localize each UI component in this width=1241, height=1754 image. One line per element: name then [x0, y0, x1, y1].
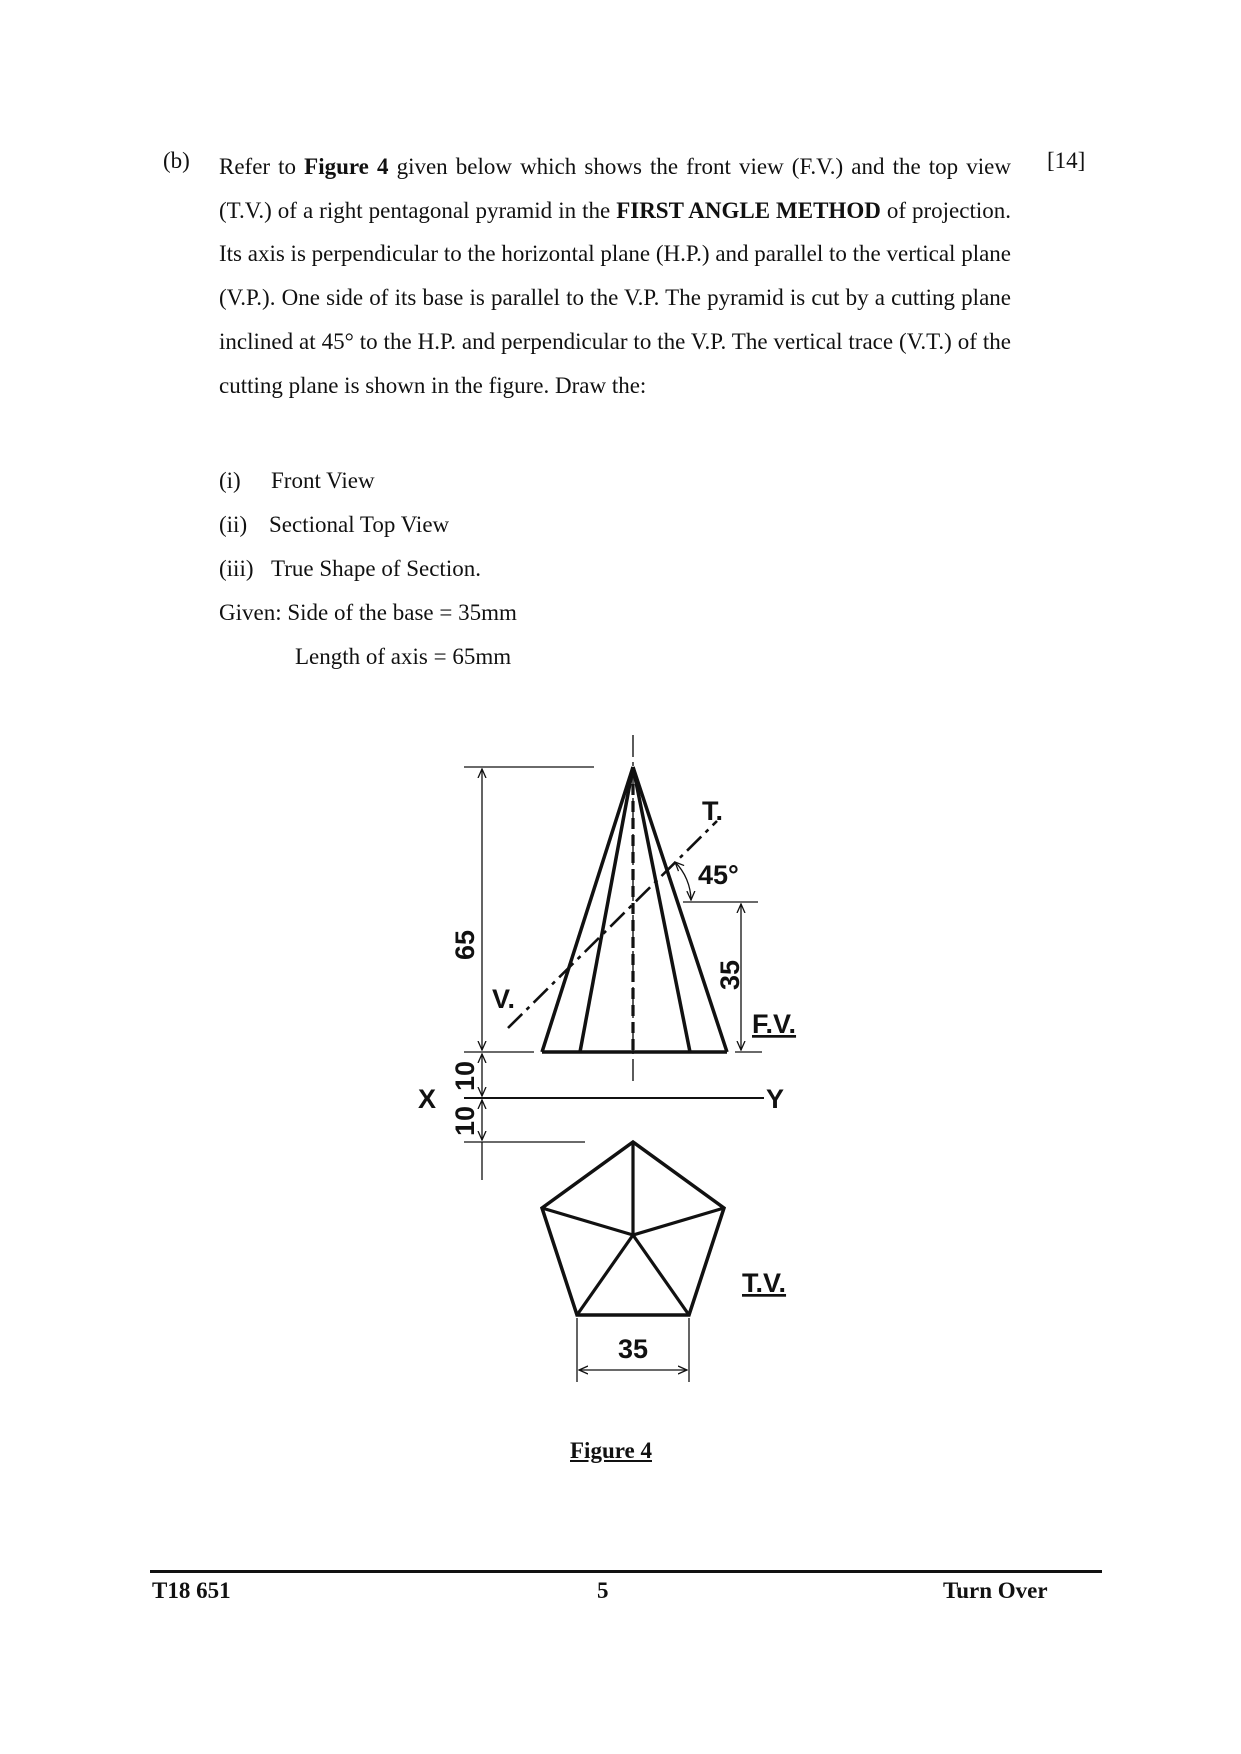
reference-line-xy [418, 1054, 784, 1180]
cutting-plane-vt [492, 796, 758, 1028]
tv-edge [542, 1208, 633, 1235]
question-marks: [14] [1047, 148, 1086, 173]
tv-edge [633, 1208, 724, 1235]
dimension-label: 35 [617, 1334, 649, 1364]
dimension-axis-65 [450, 767, 594, 1052]
task-number: (ii) [219, 512, 248, 537]
given-axis: Length of axis = 65mm [295, 644, 512, 669]
dimension-side-35 [577, 1318, 689, 1382]
footer-divider [150, 1570, 1102, 1573]
page-number: 5 [597, 1578, 609, 1603]
label-v: V. [492, 984, 516, 1014]
dimension-label-fv-gap: 10 [450, 1060, 480, 1092]
angle-label: 45° [698, 860, 739, 890]
projection-method: FIRST ANGLE METHOD [616, 197, 881, 223]
figure-caption: Figure 4 [570, 1438, 652, 1463]
label-t: T. [702, 796, 724, 826]
front-view [542, 735, 727, 1085]
task-text: Sectional Top View [269, 512, 450, 537]
task-number: (i) [219, 468, 241, 493]
dimension-cut-35 [715, 904, 796, 1052]
dimension-label: 35 [715, 959, 745, 991]
tv-edge [577, 1235, 633, 1315]
question-label: (b) [163, 148, 190, 173]
paper-code: T18 651 [152, 1578, 231, 1603]
top-view [542, 1142, 786, 1315]
task-number: (iii) [219, 556, 254, 581]
given-side: Given: Side of the base = 35mm [219, 600, 517, 625]
tv-edge [633, 1235, 689, 1315]
label-x: X [418, 1084, 437, 1114]
figure-reference: Figure 4 [304, 154, 389, 179]
label-y: Y [766, 1084, 785, 1114]
task-text: True Shape of Section. [271, 556, 481, 581]
dimension-label-tv-gap: 10 [450, 1105, 480, 1137]
label-tv: T.V. [742, 1268, 787, 1298]
label-fv: F.V. [752, 1009, 797, 1039]
question-text-part3: of projection. Its axis is perpendicular to the horizontal plane (H.P.) and parallel to the vertical plane (V.P.). One side of its base is parallel to the V.P. The pyramid is cut by a cutting plane inclined at 45° to the H.P. and perpendicular to the V.P. The vertical trace (V.T.) of the cutting plane is shown in the figure. Draw the: [219, 197, 1011, 398]
question-text-part2: given below which shows the front view (F.V.) and the top view (T.V.) of a right pentagonal pyramid in the [219, 154, 1011, 223]
task-text: Front View [271, 468, 375, 493]
turn-over-note: Turn Over [943, 1578, 1048, 1603]
question-text-part1: Refer to [219, 154, 305, 179]
angle-arc [675, 862, 691, 900]
dimension-label: 65 [450, 929, 480, 961]
